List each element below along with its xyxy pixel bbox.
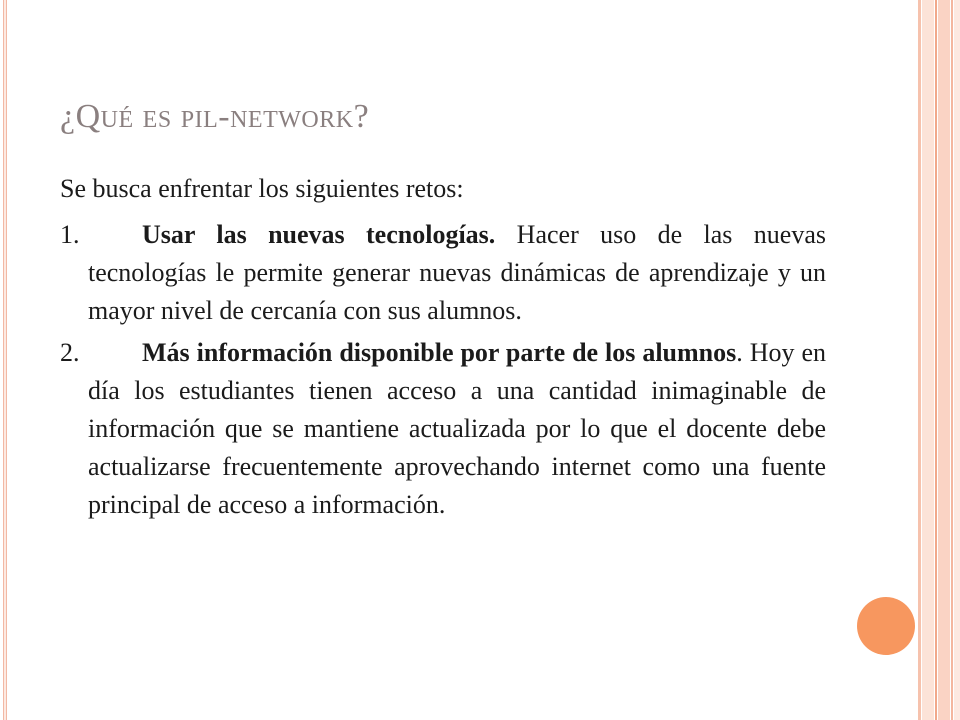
- intro-text: Se busca enfrentar los siguientes retos:: [60, 174, 464, 203]
- left-border-decoration: [3, 0, 7, 720]
- stripe: [918, 0, 921, 720]
- right-stripes-decoration: [918, 0, 960, 720]
- list-item: [60, 334, 826, 524]
- slide-title: ¿QUÉ ES PIL-NETWORK?: [60, 98, 370, 135]
- stripe: [935, 0, 937, 720]
- list-item-heading: Usar las nuevas tecnologías.: [142, 220, 496, 249]
- accent-circle-decoration: [857, 597, 915, 655]
- stripe: [954, 0, 960, 720]
- list-item-number: 2.: [60, 338, 80, 367]
- list-item: [60, 216, 826, 330]
- list-item-text: . Hoy en día los estudiantes tienen acceso a una cantidad inimaginable de información que se mantiene actualizada por lo que el docente debe actualizarse frecuentemente aprovechando internet como una fuente principal de acceso a información.: [88, 338, 826, 519]
- list-item-heading: Más información disponible por parte de los alumnos: [142, 338, 737, 367]
- stripe: [922, 0, 934, 720]
- stripe: [951, 0, 953, 720]
- stripe: [938, 0, 950, 720]
- list-item-text: Hacer uso de las nuevas tecnologías le permite generar nuevas dinámicas de aprendizaje y un mayor nivel de cercanía con sus alumnos.: [88, 220, 826, 325]
- list-item-number: 1.: [60, 220, 80, 249]
- slide-body: [60, 170, 826, 528]
